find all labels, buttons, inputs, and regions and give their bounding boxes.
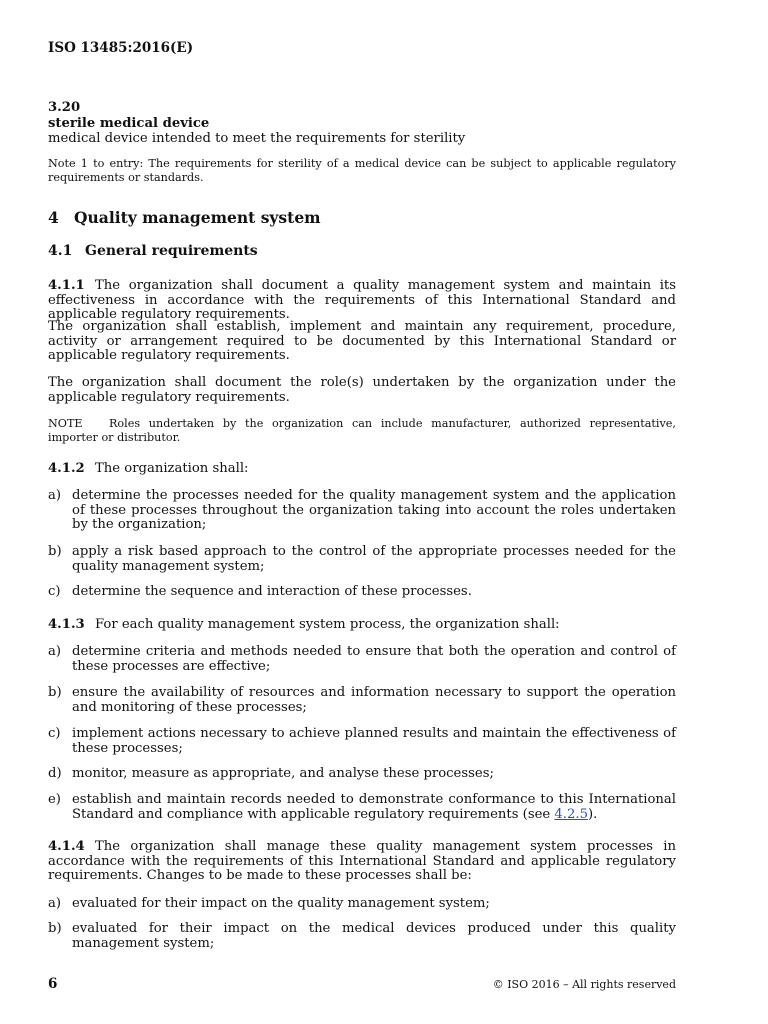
clause-4-1-4-paragraph: [48, 840, 676, 884]
list-item-text: apply a risk based approach to the control of the appropriate processes needed for the quality management system;: [72, 544, 676, 574]
clause-4-1-3-intro: [48, 618, 676, 633]
list-item: [48, 897, 676, 912]
list-item-label: d): [48, 766, 62, 781]
list-item-text: [72, 793, 676, 822]
clause-number: 4.1.3: [48, 617, 85, 632]
clause-number: 4.1.2: [48, 461, 85, 476]
list-item-text-end: ).: [587, 806, 598, 822]
list-item: [48, 767, 676, 782]
subsection-title: General requirements: [85, 243, 258, 259]
list-item-label: a): [48, 644, 62, 659]
section-heading: [48, 208, 321, 227]
list-item-label: c): [48, 726, 61, 741]
subsection-number: 4.1: [48, 243, 73, 259]
list-item-text: evaluated for their impact on the quality management system;: [72, 896, 490, 911]
list-item-label: a): [48, 488, 62, 503]
term-note: Note 1 to entry: The requirements for sterility of a medical device can be subject to applicable regulatory requirements or standards.: [48, 157, 676, 184]
list-item-label: c): [48, 584, 61, 599]
clause-number: 4.1.4: [48, 839, 85, 854]
clause-number: 4.1.1: [48, 278, 85, 293]
list-item-label: a): [48, 896, 62, 911]
list-item: [48, 489, 676, 533]
list-item: [48, 686, 676, 715]
list-item-text: ensure the availability of resources and information necessary to support the operation and monitoring of these processes;: [72, 685, 676, 715]
section-title: Quality management system: [74, 208, 321, 227]
paragraph-text: The organization shall document a quality management system and maintain its effectiveness in accordance with the requirements of this International Standard and applicable regulatory requirements.: [48, 278, 676, 323]
paragraph: The organization shall establish, implement and maintain any requirement, procedure, activity or arrangement required to be documented by this International Standard or applicable regulatory requirements.: [48, 319, 676, 364]
list-item-text-part: establish and maintain records needed to demonstrate conformance to this International Standard and compliance with applicable regulatory requirements (see: [72, 792, 676, 822]
document-id: ISO 13485:2016(E): [48, 40, 194, 56]
clause-4-1-1-paragraph: [48, 279, 676, 323]
paragraph-text: The organization shall:: [95, 461, 249, 476]
list-item: [48, 727, 676, 756]
list-item: [48, 922, 676, 951]
list-item: [48, 545, 676, 574]
copyright-notice: © ISO 2016 – All rights reserved: [492, 978, 676, 991]
list-item-label: e): [48, 792, 61, 807]
note-text: Roles undertaken by the organization can include manufacturer, authorized representative, importer or distributor.: [48, 417, 676, 444]
term-definition: medical device intended to meet the requirements for sterility: [48, 131, 466, 146]
note: [48, 417, 676, 444]
clause-4-1-2-intro: [48, 462, 676, 477]
list-item-label: b): [48, 921, 62, 936]
page-number: 6: [48, 976, 58, 992]
list-item-text: evaluated for their impact on the medical devices produced under this quality management system;: [72, 921, 676, 951]
term-number: 3.20: [48, 100, 81, 115]
list-item-text: determine the processes needed for the quality management system and the application of these processes throughout the organization taking into account the roles undertaken by the organization;: [72, 488, 676, 533]
list-item-label: b): [48, 544, 62, 559]
section-number: 4: [48, 208, 59, 227]
subsection-heading: [48, 243, 258, 259]
list-item-text: implement actions necessary to achieve planned results and maintain the effectiveness of these processes;: [72, 726, 676, 756]
list-item-label: b): [48, 685, 62, 700]
cross-reference-link[interactable]: 4.2.5: [554, 806, 588, 822]
paragraph-text: For each quality management system process, the organization shall:: [95, 617, 560, 632]
note-label: NOTE: [48, 417, 83, 430]
list-item: [48, 585, 676, 600]
paragraph: The organization shall document the role(s) undertaken by the organization under the applicable regulatory requirements.: [48, 375, 676, 405]
list-item-text: determine criteria and methods needed to ensure that both the operation and control of these processes are effective;: [72, 644, 676, 674]
list-item: [48, 793, 676, 822]
list-item-text: determine the sequence and interaction of these processes.: [72, 584, 472, 599]
term-name: sterile medical device: [48, 116, 210, 131]
paragraph-text: The organization shall manage these quality management system processes in accordance with the requirements of this International Standard and applicable regulatory requirements. Changes to be made to these processes shall be:: [48, 839, 676, 884]
list-item: [48, 645, 676, 674]
list-item-text: monitor, measure as appropriate, and analyse these processes;: [72, 766, 494, 781]
